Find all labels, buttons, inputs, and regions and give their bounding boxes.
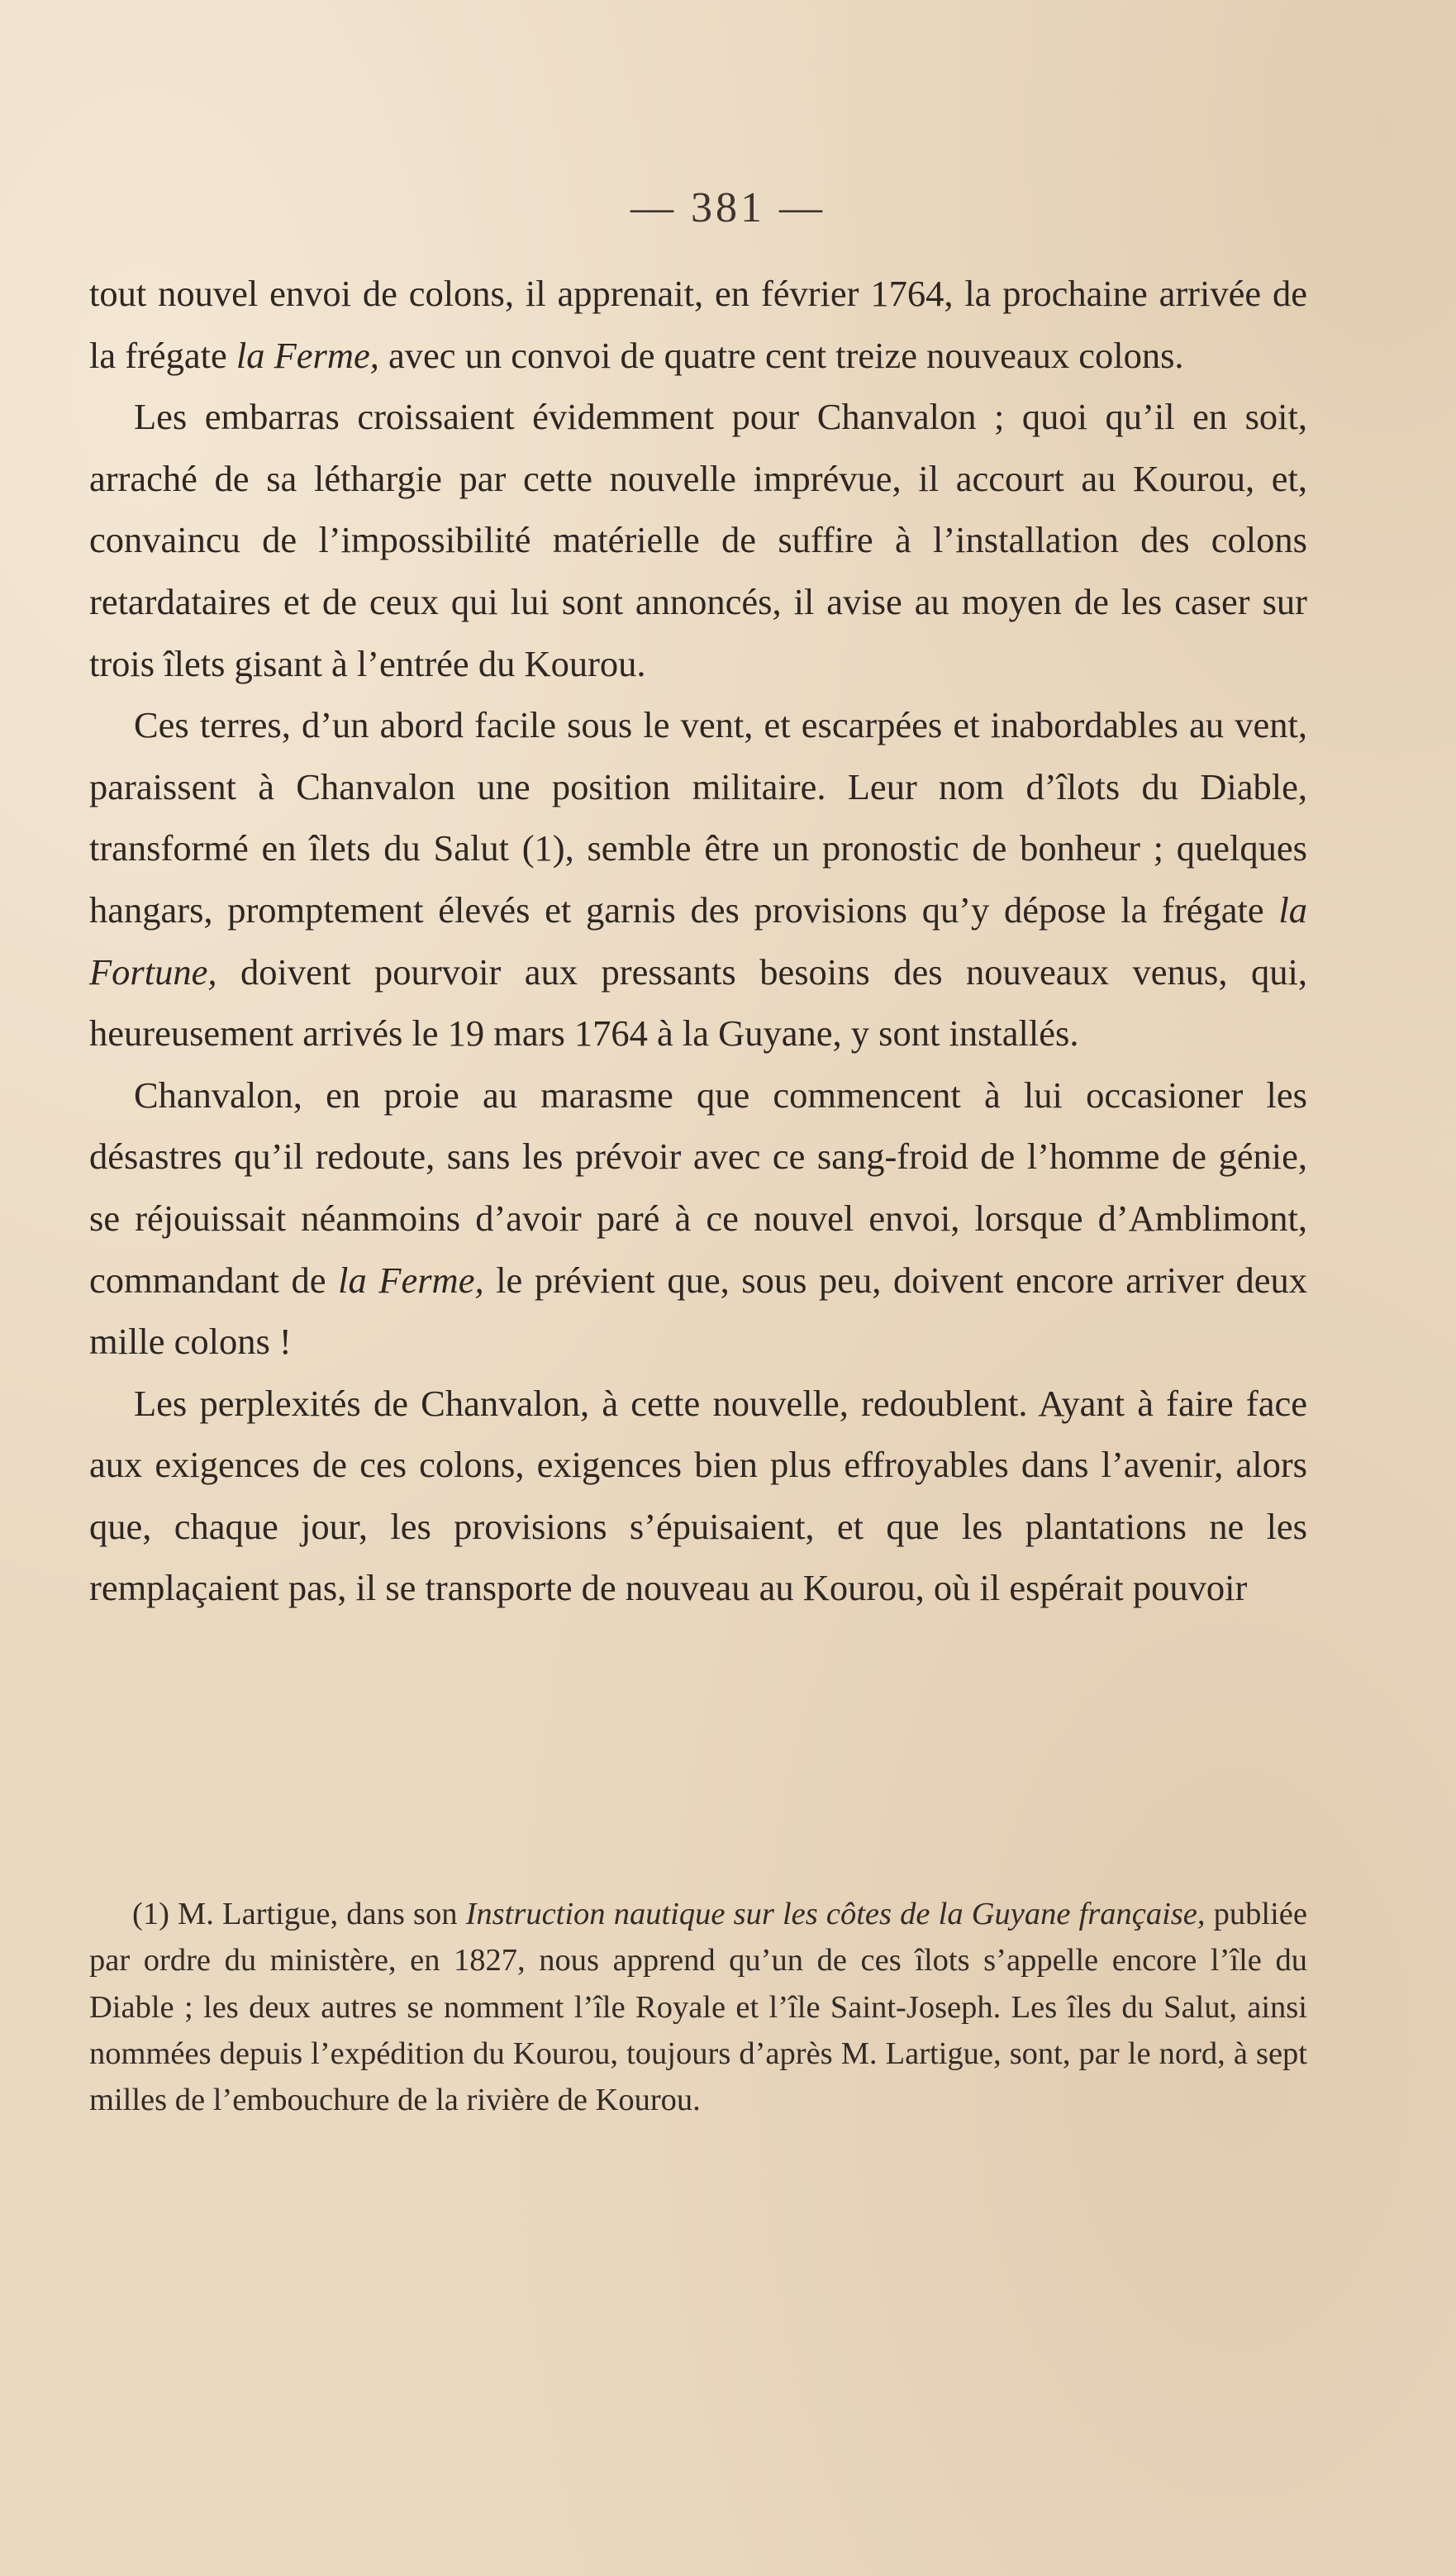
ship-name: la Ferme, [236,334,379,376]
cited-work-title: Instruction nautique sur les côtes de la Guyane française, [465,1897,1206,1931]
paragraph-text: avec un convoi de quatre cent treize nouveaux colons. [378,334,1184,376]
paragraph [89,694,1307,1064]
footnote-block [89,1891,1307,2123]
paragraph [89,386,1307,694]
paragraph-text: le prévient que, sous peu, doivent encore arriver deux mille colons ! [89,1259,1307,1363]
paragraph-text: tout nouvel envoi de colons, il apprenait, en février 1764, la prochaine arrivée de la frégate [89,273,1307,376]
ship-name: la Ferme, [338,1259,484,1301]
paragraph [89,1064,1307,1373]
footnote [89,1891,1307,2123]
paragraph [89,1373,1307,1619]
paragraph-text: Chanvalon, en proie au marasme que commencent à lui occasioner les désastres qu’il redoute, sans les prévoir avec ce sang-froid de l’homme de génie, se réjouissait néanmoins d’avoir paré à ce nouvel envoi, lorsque d’Amblimont, commandant de [89,1074,1307,1301]
paragraph-continued [89,263,1307,386]
main-text [89,263,1307,1619]
paragraph-text: Les embarras croissaient évidemment pour Chanvalon ; quoi qu’il en soit, arraché de sa léthargie par cette nouvelle imprévue, il accourt au Kourou, et, convaincu de l’impossibilité matérielle de suffire à l’installation des colons retardataires et de ceux qui lui sont annoncés, il avise au moyen de les caser sur trois îlets gisant à l’entrée du Kourou. [89,396,1307,684]
paragraph-text: Les perplexités de Chanvalon, à cette nouvelle, redoublent. Ayant à faire face aux exigences de ces colons, exigences bien plus effroyables dans l’avenir, alors que, chaque jour, les provisions s’épuisaient, et que les plantations ne les remplaçaient pas, il se transporte de nouveau au Kourou, où il espérait pouvoir [89,1382,1307,1609]
footnote-text: (1) M. Lartigue, dans son [132,1897,466,1931]
footnote-text: publiée par ordre du ministère, en 1827, nous apprend qu’un de ces îlots s’appelle encore l’île du Diable ; les deux autres se nomment l’île Royale et l’île Saint-Joseph. Les îles du Salut, ainsi nommées depuis l’expédition du Kourou, toujours d’après M. Lartigue, sont, par le nord, à sept milles de l’embouchure de la rivière de Kourou. [89,1897,1307,2118]
paragraph-text: doivent pourvoir aux pressants besoins des nouveaux venus, qui, heureusement arrivés le 19 mars 1764 à la Guyane, y sont installés. [89,950,1307,1055]
ship-name: la Fortune, [89,888,1307,993]
paragraph-text: Ces terres, d’un abord facile sous le vent, et escarpées et inabordables au vent, paraissent à Chanvalon une position militaire. Leur nom d’îlots du Diable, transformé en îlets du Salut (1), semble être un pronostic de bonheur ; quelques hangars, promptement élevés et garnis des provisions qu’y dépose la frégate [89,704,1307,931]
page-number: — 381 — [630,184,826,231]
